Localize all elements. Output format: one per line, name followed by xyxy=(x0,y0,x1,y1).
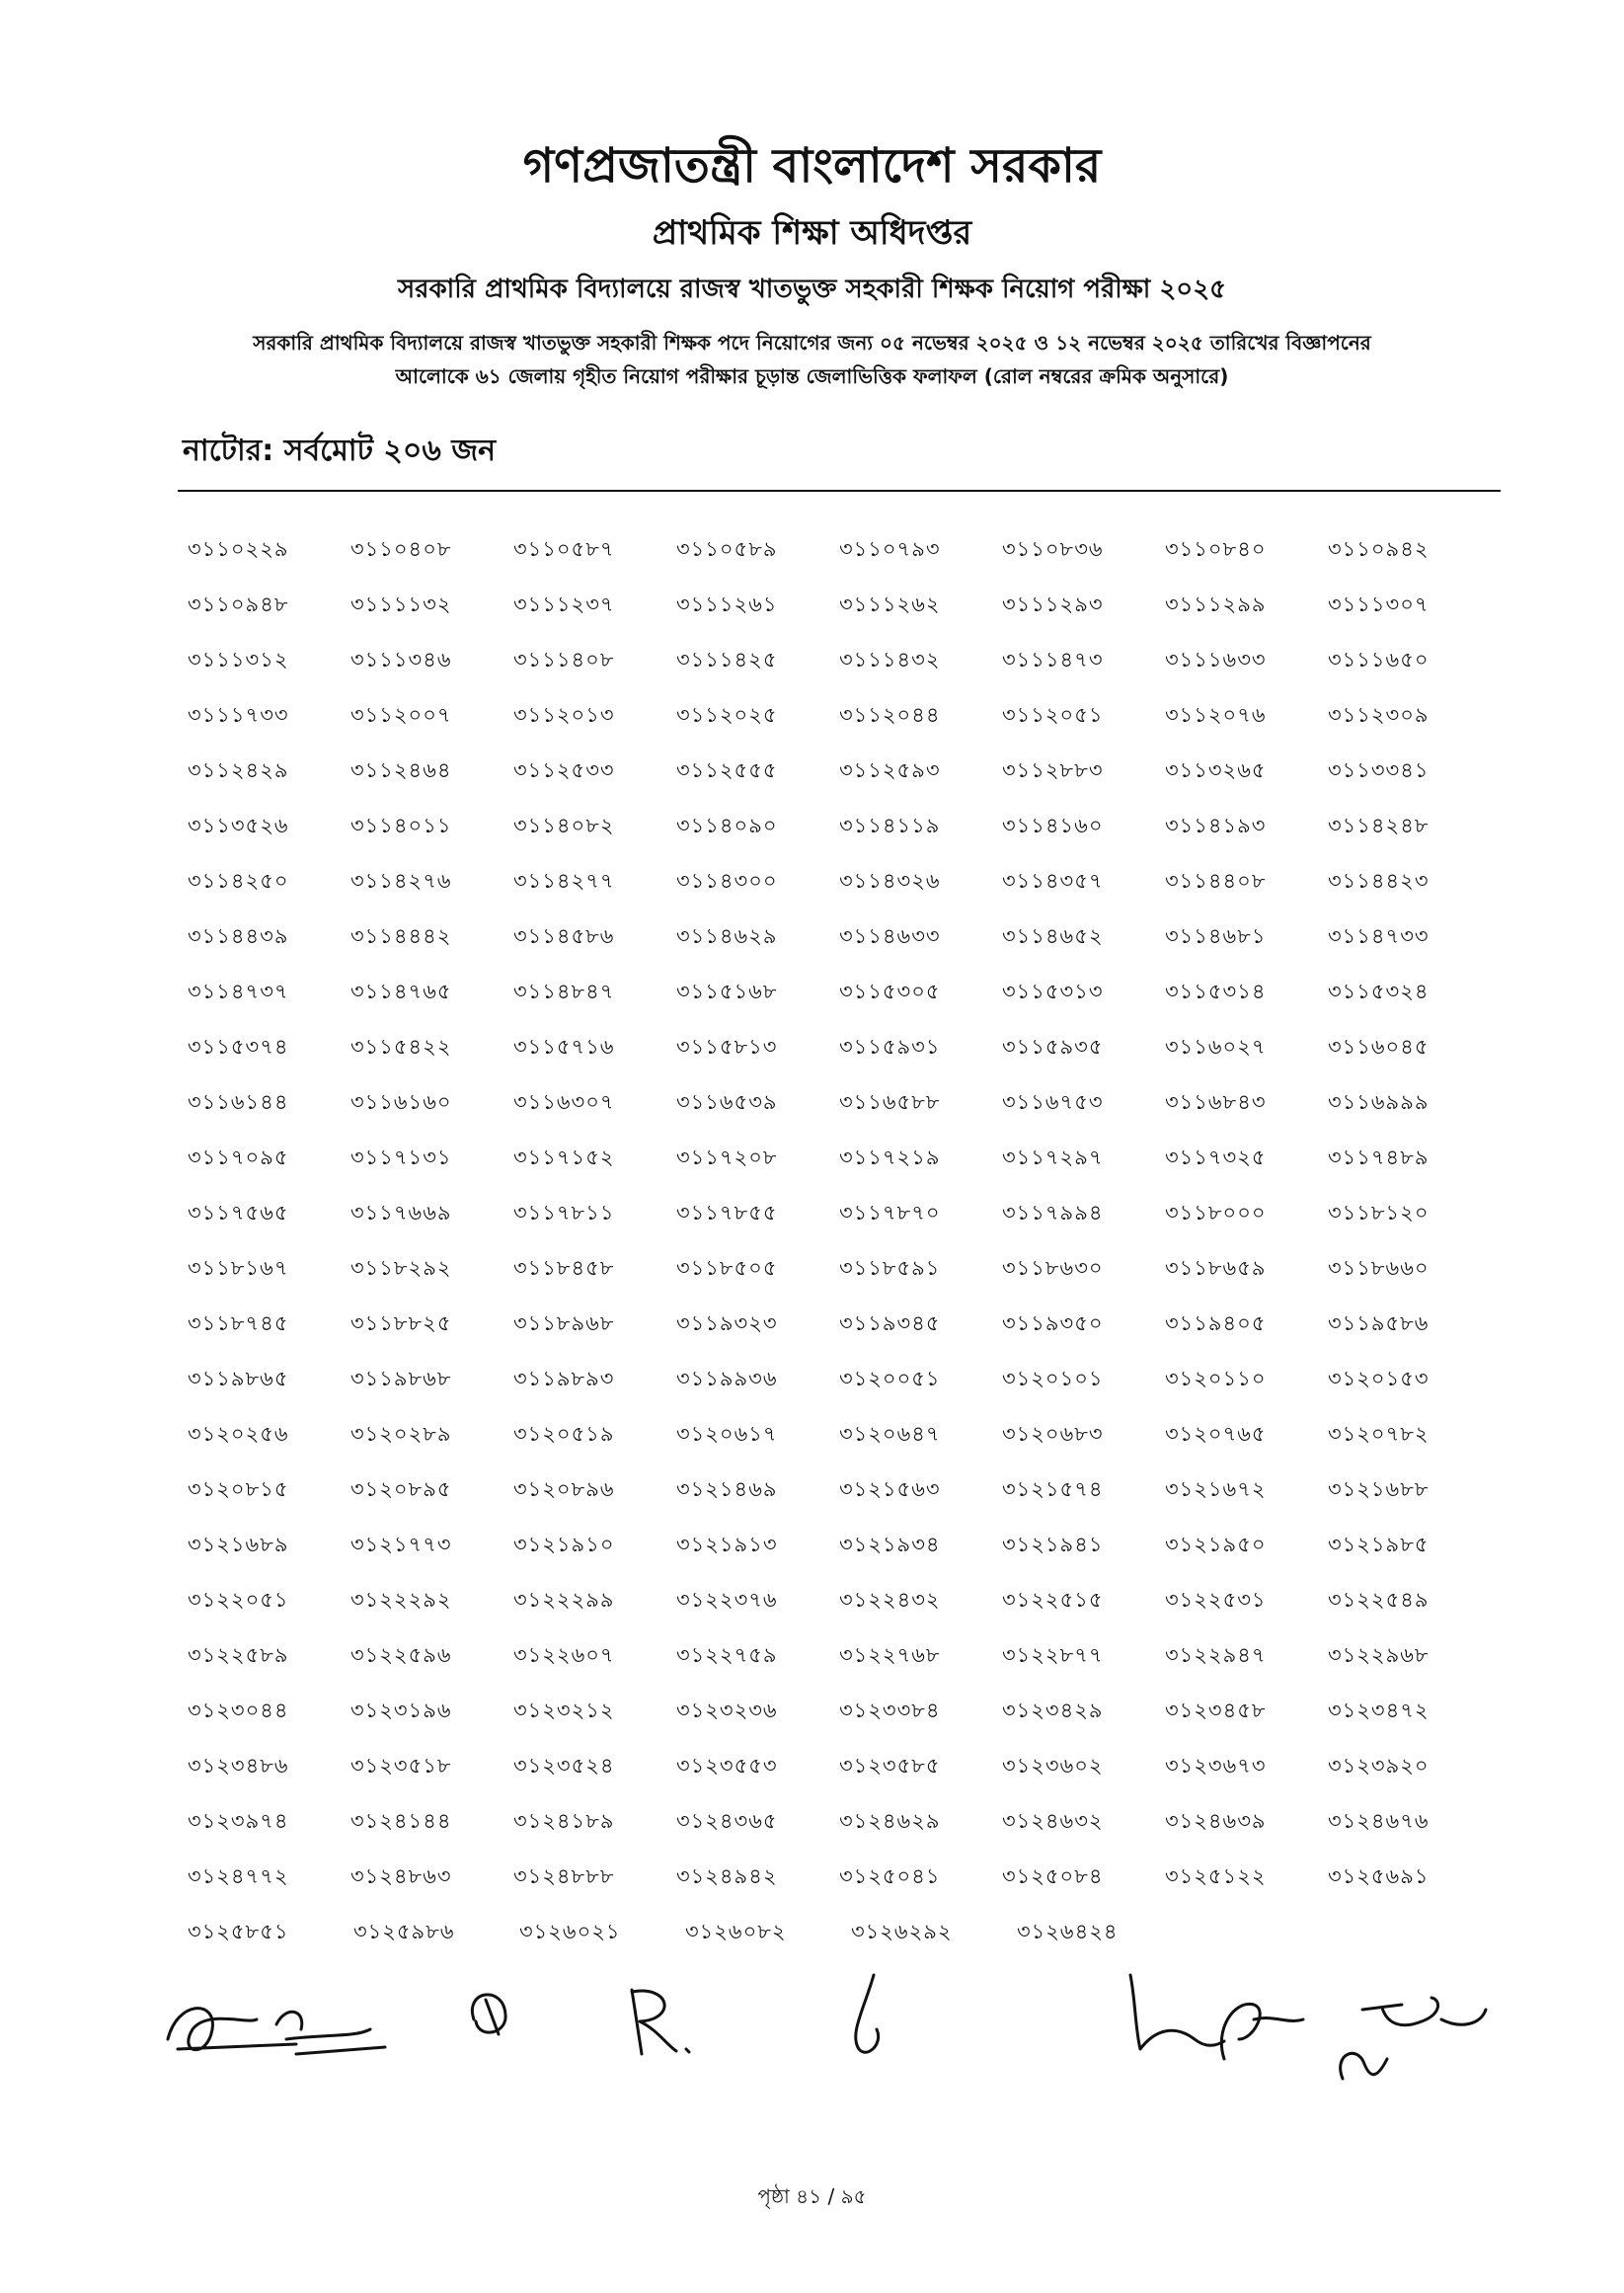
roll-number: ৩১২৩৩৮৪ xyxy=(839,1699,941,1722)
roll-number: ৩১২৬০২১ xyxy=(519,1920,621,1943)
roll-number: ৩১১৯৮৬৮ xyxy=(350,1367,452,1390)
roll-number: ৩১২২২৯৯ xyxy=(513,1588,615,1612)
roll-number: ৩১২৫০৮৪ xyxy=(1002,1864,1104,1888)
roll-number: ৩১১৯৩২৩ xyxy=(676,1311,778,1335)
roll-number: ৩১১০৮৩৬ xyxy=(1002,537,1104,561)
roll-number: ৩১১৭০৯৫ xyxy=(188,1146,289,1169)
roll-number: ৩১২৫৬৯১ xyxy=(1328,1864,1430,1888)
roll-number: ৩১২৪৬৩৯ xyxy=(1165,1809,1267,1833)
roll-row xyxy=(188,1086,1491,1142)
roll-number: ৩১২৩৪৮৬ xyxy=(188,1754,289,1778)
roll-number: ৩১১৬৫৩৯ xyxy=(676,1090,778,1114)
roll-number: ৩১১৫৩১৩ xyxy=(1002,980,1104,1003)
roll-number: ৩১১০২২৯ xyxy=(188,537,289,561)
roll-number: ৩১২২৯৬৮ xyxy=(1328,1643,1430,1667)
roll-row xyxy=(188,699,1491,754)
roll-number: ৩১১৮০০০ xyxy=(1165,1201,1267,1225)
roll-number: ৩১১১৭৩৩ xyxy=(188,703,289,727)
roll-number: ৩১১২৪৬৪ xyxy=(350,758,452,782)
roll-number: ৩১২৩২৩৬ xyxy=(676,1699,778,1722)
roll-number: ৩১১২০০৭ xyxy=(350,703,452,727)
roll-number: ৩১১২৩০৯ xyxy=(1328,703,1430,727)
roll-number: ৩১২২০৫১ xyxy=(188,1588,289,1612)
roll-number: ৩১২২৯৪৭ xyxy=(1165,1643,1267,1667)
divider xyxy=(178,490,1501,492)
roll-number: ৩১১৮৮২৫ xyxy=(350,1311,452,1335)
roll-number: ৩১১৪১৯৩ xyxy=(1165,814,1267,837)
roll-row xyxy=(188,1031,1491,1086)
roll-number: ৩১১৬৫৮৮ xyxy=(839,1090,941,1114)
roll-number: ৩১১৭৮৭০ xyxy=(839,1201,941,1225)
roll-number: ৩১১৪৬৫২ xyxy=(1002,924,1104,948)
roll-number: ৩১১৫৮১৩ xyxy=(676,1035,778,1059)
roll-number: ৩১২০১০১ xyxy=(1002,1367,1104,1390)
signature-3 xyxy=(472,1995,505,2034)
roll-number: ৩১১৭৬৬৯ xyxy=(350,1201,452,1225)
roll-number: ৩১২২৮৭৭ xyxy=(1002,1643,1104,1667)
roll-row xyxy=(188,644,1491,699)
roll-number-list xyxy=(188,533,1491,1971)
roll-number: ৩১২৩৬৭৩ xyxy=(1165,1754,1267,1778)
roll-row xyxy=(188,810,1491,865)
roll-number: ৩১১৮৬৩০ xyxy=(1002,1256,1104,1280)
roll-number: ৩১২৫১২২ xyxy=(1165,1864,1267,1888)
roll-row xyxy=(188,533,1491,589)
roll-number: ৩১২৪১৪৪ xyxy=(350,1809,452,1833)
roll-row xyxy=(188,1750,1491,1805)
roll-number: ৩১১০৪০৮ xyxy=(350,537,452,561)
roll-number: ৩১১৮৬৫৯ xyxy=(1165,1256,1267,1280)
roll-number: ৩১১২৪২৯ xyxy=(188,758,289,782)
roll-number: ৩১১১৬৩৩ xyxy=(1165,648,1267,672)
page-title: গণপ্রজাতন্ত্রী বাংলাদেশ সরকার xyxy=(522,138,1102,194)
roll-number: ৩১১১৩১২ xyxy=(188,648,289,672)
roll-number: ৩১১৭১৫২ xyxy=(513,1146,615,1169)
roll-number: ৩১২৩২১২ xyxy=(513,1699,615,1722)
roll-number: ৩১১৬৭৫৩ xyxy=(1002,1090,1104,1114)
roll-number: ৩১২১৯৩৪ xyxy=(839,1533,941,1556)
roll-number: ৩১২৩৫২৪ xyxy=(513,1754,615,1778)
roll-row xyxy=(188,754,1491,810)
roll-number: ৩১২৫৮৫১ xyxy=(188,1920,289,1943)
roll-number: ৩১১২০৫১ xyxy=(1002,703,1104,727)
roll-number: ৩১১৪৩০০ xyxy=(676,869,778,893)
roll-number: ৩১১৪৩২৬ xyxy=(839,869,941,893)
roll-number: ৩১১২৫৩৩ xyxy=(513,758,615,782)
roll-number: ৩১১৬৯৯৯ xyxy=(1328,1090,1430,1114)
roll-number: ৩১২২২৯২ xyxy=(350,1588,452,1612)
roll-number: ৩১১৭৩২৫ xyxy=(1165,1146,1267,1169)
roll-number: ৩১১৬০৪৫ xyxy=(1328,1035,1430,1059)
initial-mark xyxy=(1341,2053,1387,2079)
roll-number: ৩১১৬১৬০ xyxy=(350,1090,452,1114)
roll-number: ৩১১৮১২০ xyxy=(1328,1201,1430,1225)
roll-row xyxy=(188,865,1491,920)
roll-number: ৩১১৪৪০৮ xyxy=(1165,869,1267,893)
roll-number: ৩১১৪৭৬৫ xyxy=(350,980,452,1003)
roll-number: ৩১২২৫৯৬ xyxy=(350,1643,452,1667)
roll-number: ৩১১৪০৯০ xyxy=(676,814,778,837)
roll-number: ৩১২২৭৫৯ xyxy=(676,1643,778,1667)
roll-number: ৩১২২৪৩২ xyxy=(839,1588,941,1612)
roll-number: ৩১১৫৩২৪ xyxy=(1328,980,1430,1003)
roll-number: ৩১১৪৩৫৭ xyxy=(1002,869,1104,893)
roll-number: ৩১২৩৪৭২ xyxy=(1328,1699,1430,1722)
roll-number: ৩১২১৯৪১ xyxy=(1002,1533,1104,1556)
roll-number: ৩১২৪১৮৯ xyxy=(513,1809,615,1833)
roll-number: ৩১১৭১৩১ xyxy=(350,1146,452,1169)
roll-number: ৩১১৮৪৫৮ xyxy=(513,1256,615,1280)
roll-number: ৩১২১৪৬৯ xyxy=(676,1477,778,1501)
page-number: পৃষ্ঠা ৪১ / ৯৫ xyxy=(757,2184,867,2208)
roll-number: ৩১১৫৪২২ xyxy=(350,1035,452,1059)
roll-number: ৩১১৪৫৮৬ xyxy=(513,924,615,948)
roll-number: ৩১১৭৯৯৪ xyxy=(1002,1201,1104,1225)
roll-number: ৩১১৪২৭৭ xyxy=(513,869,615,893)
signature-5 xyxy=(856,1975,879,2052)
roll-number: ৩১২৩৪৫৮ xyxy=(1165,1699,1267,1722)
roll-number: ৩১১৬৮৪৩ xyxy=(1165,1090,1267,1114)
roll-number: ৩১২০১৫৩ xyxy=(1328,1367,1430,1390)
roll-number: ৩১২০২৮৯ xyxy=(350,1422,452,1446)
roll-number: ৩১১১২৯৩ xyxy=(1002,593,1104,616)
roll-row xyxy=(188,1197,1491,1252)
roll-number: ৩১১৭২১৯ xyxy=(839,1146,941,1169)
roll-number: ৩১১৯৮৬৫ xyxy=(188,1367,289,1390)
roll-number: ৩১২৬০৮২ xyxy=(685,1920,787,1943)
roll-number: ৩১২৩৪২৯ xyxy=(1002,1699,1104,1722)
roll-row xyxy=(188,1805,1491,1860)
roll-number: ৩১১৫৩৭৪ xyxy=(188,1035,289,1059)
roll-number: ৩১১২৫৯৩ xyxy=(839,758,941,782)
roll-number: ৩১১৪৭৩৩ xyxy=(1328,924,1430,948)
roll-number: ৩১১০৯৪৮ xyxy=(188,593,289,616)
signature-8 xyxy=(1362,1998,1486,2025)
roll-number: ৩১২৩৫৮৫ xyxy=(839,1754,941,1778)
roll-number: ৩১১২০৭৬ xyxy=(1165,703,1267,727)
roll-number: ৩১১৪২৫০ xyxy=(188,869,289,893)
roll-number: ৩১২২৫১৫ xyxy=(1002,1588,1104,1612)
roll-number: ৩১১২০২৫ xyxy=(676,703,778,727)
roll-number: ৩১২০২৫৬ xyxy=(188,1422,289,1446)
roll-number: ৩১২০৮১৫ xyxy=(188,1477,289,1501)
roll-number: ৩১২৪৯৪২ xyxy=(676,1864,778,1888)
roll-number: ৩১২৪৩৬৫ xyxy=(676,1809,778,1833)
roll-number: ৩১১৮৬৬০ xyxy=(1328,1256,1430,1280)
roll-number: ৩১১৪০৮২ xyxy=(513,814,615,837)
roll-number: ৩১২৪৬৭৬ xyxy=(1328,1809,1430,1833)
exam-title: সরকারি প্রাথমিক বিদ্যালয়ে রাজস্ব খাতভুক্ত সহকারী শিক্ষক নিয়োগ পরীক্ষা ২০২৫ xyxy=(398,275,1226,304)
roll-number: ৩১২৫০৪১ xyxy=(839,1864,941,1888)
roll-number: ৩১১৮২৯২ xyxy=(350,1256,452,1280)
roll-row xyxy=(188,1142,1491,1197)
roll-row xyxy=(188,1307,1491,1363)
roll-number: ৩১২২৫৪৯ xyxy=(1328,1588,1430,1612)
roll-number: ৩১২৩০৪৪ xyxy=(188,1699,289,1722)
roll-row xyxy=(188,1584,1491,1639)
roll-number: ৩১২২৬০৭ xyxy=(513,1643,615,1667)
roll-number: ৩১১৪২৭৬ xyxy=(350,869,452,893)
signature-1 xyxy=(168,2009,296,2050)
roll-row xyxy=(188,1473,1491,1529)
roll-number: ৩১২৬৪২৪ xyxy=(1017,1920,1119,1943)
roll-number: ৩১১০৭৯৩ xyxy=(839,537,941,561)
roll-number: ৩১১১৩০৭ xyxy=(1328,593,1430,616)
roll-number: ৩১১৯৩৫০ xyxy=(1002,1311,1104,1335)
roll-number: ৩১১১২৬২ xyxy=(839,593,941,616)
signatures xyxy=(158,1931,1540,2098)
roll-number: ৩১১৫৯৩৫ xyxy=(1002,1035,1104,1059)
roll-row xyxy=(188,1860,1491,1916)
roll-number: ৩১২৩৫১৮ xyxy=(350,1754,452,1778)
roll-number: ৩১১১৩৪৬ xyxy=(350,648,452,672)
roll-number: ৩১২০১১০ xyxy=(1165,1367,1267,1390)
district-heading: নাটোর: সর্বমোট ২০৬ জন xyxy=(183,434,497,468)
roll-number: ৩১২২৫৮৯ xyxy=(188,1643,289,1667)
roll-row xyxy=(188,1695,1491,1750)
roll-number: ৩১১৬৩০৭ xyxy=(513,1090,615,1114)
roll-number: ৩১১১২৬১ xyxy=(676,593,778,616)
signature-6 xyxy=(1130,1975,1224,2049)
roll-number: ৩১১৮৫০৫ xyxy=(676,1256,778,1280)
roll-number: ৩১১৫৯৩১ xyxy=(839,1035,941,1059)
roll-number: ৩১১৩৩৪১ xyxy=(1328,758,1430,782)
signature-4 xyxy=(632,1990,689,2054)
roll-row xyxy=(188,589,1491,644)
roll-number: ৩১২১৫৭৪ xyxy=(1002,1477,1104,1501)
roll-number: ৩১১৪২৪৮ xyxy=(1328,814,1430,837)
roll-number: ৩১২৩৯৭৪ xyxy=(188,1809,289,1833)
roll-number: ৩১১১৪৭৩ xyxy=(1002,648,1104,672)
roll-number: ৩১১১২৯৯ xyxy=(1165,593,1267,616)
roll-number: ৩১১৭২০৮ xyxy=(676,1146,778,1169)
roll-number: ৩১১০৫৮৯ xyxy=(676,537,778,561)
roll-number: ৩১১৪১১৯ xyxy=(839,814,941,837)
roll-number: ৩১২৩১৯৬ xyxy=(350,1699,452,1722)
roll-number: ৩১২০৬১৭ xyxy=(676,1422,778,1446)
roll-number: ৩১২০৮৯৫ xyxy=(350,1477,452,1501)
roll-number: ৩১১৪৪৩৯ xyxy=(188,924,289,948)
roll-number: ৩১১৭৮১১ xyxy=(513,1201,615,1225)
roll-number: ৩১২১৬৮৯ xyxy=(188,1533,289,1556)
roll-number: ৩১২১৯৫০ xyxy=(1165,1533,1267,1556)
roll-number: ৩১২৪৬৩২ xyxy=(1002,1809,1104,1833)
roll-number: ৩১১১৪২৫ xyxy=(676,648,778,672)
roll-number: ৩১১৪৮৪৭ xyxy=(513,980,615,1003)
roll-number: ৩১১৭৮৫৫ xyxy=(676,1201,778,1225)
roll-row xyxy=(188,1418,1491,1473)
roll-number: ৩১১৫৭১৬ xyxy=(513,1035,615,1059)
roll-row xyxy=(188,976,1491,1031)
roll-number: ৩১১৪৬৮১ xyxy=(1165,924,1267,948)
roll-number: ৩১১৪৪২৩ xyxy=(1328,869,1430,893)
roll-number: ৩১১৪৬২৯ xyxy=(676,924,778,948)
roll-number: ৩১১০৯৪২ xyxy=(1328,537,1430,561)
department-title: প্রাথমিক শিক্ষা অধিদপ্তর xyxy=(652,213,972,253)
roll-number: ৩১১৯৪০৫ xyxy=(1165,1311,1267,1335)
roll-number: ৩১১০৮৪০ xyxy=(1165,537,1267,561)
roll-number: ৩১১৫৩০৫ xyxy=(839,980,941,1003)
roll-number: ৩১১৪৬৩৩ xyxy=(839,924,941,948)
roll-number: ৩১১৫১৬৮ xyxy=(676,980,778,1003)
roll-number: ৩১১১৬৫০ xyxy=(1328,648,1430,672)
roll-number: ৩১২১৯১০ xyxy=(513,1533,615,1556)
roll-number: ৩১১০৫৮৭ xyxy=(513,537,615,561)
roll-number: ৩১২৩৯২০ xyxy=(1328,1754,1430,1778)
roll-number: ৩১১৭৫৬৫ xyxy=(188,1201,289,1225)
roll-number: ৩১১২৫৫৫ xyxy=(676,758,778,782)
roll-number: ৩১২৪৭৭২ xyxy=(188,1864,289,1888)
roll-number: ৩১১৪০১১ xyxy=(350,814,452,837)
roll-number: ৩১২০৫১৯ xyxy=(513,1422,615,1446)
roll-number: ৩১১৩২৬৫ xyxy=(1165,758,1267,782)
roll-number: ৩১১৫৩১৪ xyxy=(1165,980,1267,1003)
roll-number: ৩১২১৬৭২ xyxy=(1165,1477,1267,1501)
roll-number: ৩১১১৪০৮ xyxy=(513,648,615,672)
roll-number: ৩১২০৭৮২ xyxy=(1328,1422,1430,1446)
roll-number: ৩১১৭২৯৭ xyxy=(1002,1146,1104,1169)
roll-row xyxy=(188,1529,1491,1584)
roll-number: ৩১১৯৫৮৬ xyxy=(1328,1311,1430,1335)
roll-number: ৩১১১২৩৭ xyxy=(513,593,615,616)
roll-number: ৩১১৪১৬০ xyxy=(1002,814,1104,837)
roll-number: ৩১২২৫৩১ xyxy=(1165,1588,1267,1612)
roll-row xyxy=(188,920,1491,976)
roll-number: ৩১২৪৬২৯ xyxy=(839,1809,941,1833)
result-note xyxy=(0,326,1624,393)
roll-number: ৩১২১৭৭৩ xyxy=(350,1533,452,1556)
roll-number: ৩১২০৬৪৭ xyxy=(839,1422,941,1446)
roll-number: ৩১২০৮৯৬ xyxy=(513,1477,615,1501)
roll-number: ৩১২২৭৬৮ xyxy=(839,1643,941,1667)
roll-number: ৩১১১১৩২ xyxy=(350,593,452,616)
roll-number: ৩১২১৬৮৮ xyxy=(1328,1477,1430,1501)
roll-number: ৩১১৮৭৪৫ xyxy=(188,1311,289,1335)
roll-number: ৩১২১৯১৩ xyxy=(676,1533,778,1556)
roll-number: ৩১১৮৫৯১ xyxy=(839,1256,941,1280)
roll-number: ৩১১৮১৬৭ xyxy=(188,1256,289,1280)
roll-number: ৩১২০৬৮৩ xyxy=(1002,1422,1104,1446)
roll-row xyxy=(188,1639,1491,1695)
signature-2 xyxy=(276,2012,385,2054)
roll-number: ৩১২৬২৯২ xyxy=(851,1920,953,1943)
roll-number: ৩১১১৪৩২ xyxy=(839,648,941,672)
signature-7 xyxy=(1221,2004,1303,2059)
roll-row xyxy=(188,1252,1491,1307)
roll-number: ৩১২০০৫১ xyxy=(839,1367,941,1390)
roll-number: ৩১১৬০২৭ xyxy=(1165,1035,1267,1059)
roll-number: ৩১২৫৯৮৬ xyxy=(353,1920,455,1943)
roll-number: ৩১১৯৮৯৩ xyxy=(513,1367,615,1390)
roll-number: ৩১১৪৪৪২ xyxy=(350,924,452,948)
roll-number: ৩১২৪৮৬৩ xyxy=(350,1864,452,1888)
roll-number: ৩১২৩৬০২ xyxy=(1002,1754,1104,1778)
roll-number: ৩১২১৫৬৩ xyxy=(839,1477,941,1501)
roll-number: ৩১১৯৩৪৫ xyxy=(839,1311,941,1335)
roll-number: ৩১১২৮৮৩ xyxy=(1002,758,1104,782)
roll-number: ৩১১২০১৩ xyxy=(513,703,615,727)
roll-number: ৩১১৮৯৬৮ xyxy=(513,1311,615,1335)
roll-number: ৩১১৭৪৮৯ xyxy=(1328,1146,1430,1169)
roll-number: ৩১১৬১৪৪ xyxy=(188,1090,289,1114)
roll-number: ৩১২৩৫৫৩ xyxy=(676,1754,778,1778)
result-note-line-2: আলোকে ৬১ জেলায় গৃহীত নিয়োগ পরীক্ষার চূড়ান্ত জেলাভিত্তিক ফলাফল (রোল নম্বরের ক্রমিক অনুসারে) xyxy=(395,364,1229,388)
result-note-line-1: সরকারি প্রাথমিক বিদ্যালয়ে রাজস্ব খাতভুক্ত সহকারী শিক্ষক পদে নিয়োগের জন্য ০৫ নভেম্বর ২০২৫ ও ১২ নভেম্বর ২০২৫ তারিখের বিজ্ঞাপনের xyxy=(253,331,1371,355)
roll-number: ৩১২৪৮৮৮ xyxy=(513,1864,615,1888)
roll-number: ৩১২১৯৮৫ xyxy=(1328,1533,1430,1556)
roll-number: ৩১১২০৪৪ xyxy=(839,703,941,727)
roll-number: ৩১২০৭৬৫ xyxy=(1165,1422,1267,1446)
roll-number: ৩১১৪৭৩৭ xyxy=(188,980,289,1003)
roll-number: ৩১১৩৫২৬ xyxy=(188,814,289,837)
roll-row xyxy=(188,1363,1491,1418)
roll-number: ৩১২২৩৭৬ xyxy=(676,1588,778,1612)
roll-number: ৩১১৯৯৩৬ xyxy=(676,1367,778,1390)
